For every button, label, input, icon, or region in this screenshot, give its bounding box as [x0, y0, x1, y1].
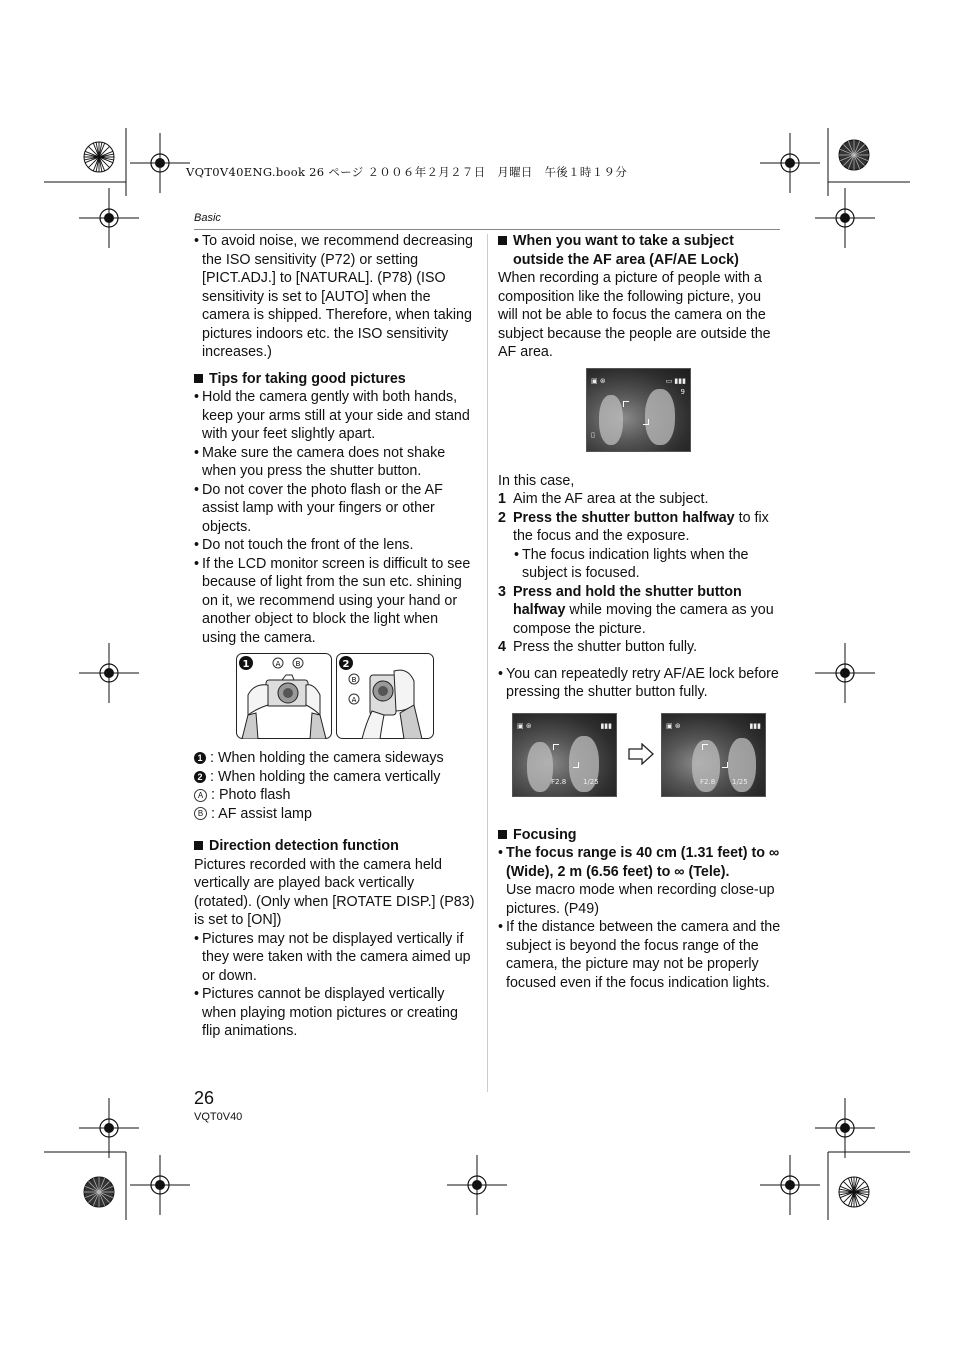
arrow-right-icon [628, 743, 654, 765]
column-divider [487, 234, 488, 1092]
step-1: 1 Aim the AF area at the subject. [498, 491, 709, 507]
step-4: 4 Press the shutter button fully. [498, 639, 698, 655]
tip-item: • Do not touch the front of the lens. [194, 536, 476, 555]
page-number: 26 [194, 1088, 215, 1108]
holding-camera-figure [194, 653, 476, 749]
svg-text:1: 1 [242, 659, 250, 670]
svg-text:B: B [295, 660, 301, 668]
step-2: 2 Press the shutter button halfway to fix the focus and the exposure. [498, 509, 769, 544]
aflock-body: When recording a picture of people with a composition like the following picture, you will not be able to focus the camera on the subject because the people are outside the AF area. [498, 270, 771, 360]
retry-bullet: • You can repeatedly retry AF/AE lock before pressing the shutter button fully. [498, 665, 782, 702]
af-lock-screen-before: ▣ ⊛ ▮▮▮ F2.8 1/25 [512, 713, 617, 797]
noise-bullet: • To avoid noise, we recommend decreasing the ISO sensitivity (P72) or setting [PICT.ADJ.] to [NATURAL]. (P78) (ISO sensitivity is set to [AUTO] when the camera is shipped. Therefore, when taking pictures indoors etc. the ISO sensitivity increases.) [194, 232, 476, 362]
direction-body: Pictures recorded with the camera held vertically are played back vertically (rotated). (Only when [ROTATE DISP.] (P83) is set to [ON]) [194, 856, 475, 928]
tips-heading: Tips for taking good pictures [194, 370, 476, 389]
svg-text:2: 2 [342, 659, 350, 670]
focus-range-bullet: • The focus range is 40 cm (1.31 feet) to ∞ (Wide), 2 m (6.56 feet) to ∞ (Tele). Use macro mode when recording close-up pictures. (P49) [498, 844, 782, 918]
caption-vertically: 2 : When holding the camera vertically [194, 768, 476, 787]
aflock-heading-cont: outside the AF area (AF/AE Lock) [513, 251, 739, 268]
step-2-note: • The focus indication lights when the subject is focused. [498, 546, 782, 583]
focus-distance-bullet: • If the distance between the camera and the subject is beyond the focus range of the camera, the picture may not be properly focused even if the focus indication lights. [498, 918, 782, 992]
aflock-heading: When you want to take a subject [498, 232, 782, 251]
left-column [194, 232, 476, 1041]
tip-item: • Hold the camera gently with both hands, keep your arms still at your side and stand with your feet slightly apart. [194, 388, 476, 444]
tip-item: • Make sure the camera does not shake when you press the shutter button. [194, 444, 476, 481]
in-this-case: In this case, [498, 472, 575, 489]
print-header: VQT0V40ENG.book 26 ページ ２００６年２月２７日 月曜日 午後１時１９分 [186, 165, 628, 179]
svg-text:B: B [351, 676, 357, 684]
tip-item: • Do not cover the photo flash or the AF assist lamp with your fingers or other objects. [194, 481, 476, 537]
header-rule [194, 229, 780, 230]
holding-sideways-illustration [236, 653, 332, 739]
caption-sideways: 1 : When holding the camera sideways [194, 749, 476, 768]
direction-bullet: • Pictures cannot be displayed vertically when playing motion pictures or creating flip animations. [194, 985, 476, 1041]
tip-item: • If the LCD monitor screen is difficult to see because of light from the sun etc. shining on it, we recommend using your hand or another object to block the light when using the camera. [194, 555, 476, 648]
caption-af-assist-lamp: B : AF assist lamp [194, 805, 476, 824]
af-lock-screen-after: ▣ ⊛ ▮▮▮ F2.8 1/25 [661, 713, 766, 797]
caption-photo-flash: A : Photo flash [194, 786, 476, 805]
focusing-heading: Focusing [498, 826, 782, 845]
af-outside-example-photo: ▣ ⊛ ▭ ▮▮▮ 9 ▯ [498, 368, 782, 472]
model-code: VQT0V40 [194, 1111, 243, 1123]
af-lock-sequence [498, 708, 782, 812]
step-3: 3 Press and hold the shutter button halfway while moving the camera as you compose the picture. [498, 583, 774, 637]
direction-bullet: • Pictures may not be displayed vertically if they were taken with the camera aimed up or down. [194, 930, 476, 986]
right-column [498, 232, 782, 992]
section-label: Basic [194, 212, 221, 224]
svg-text:A: A [351, 696, 357, 704]
svg-text:A: A [275, 660, 281, 668]
direction-heading: Direction detection function [194, 837, 476, 856]
holding-vertically-illustration [336, 653, 434, 739]
